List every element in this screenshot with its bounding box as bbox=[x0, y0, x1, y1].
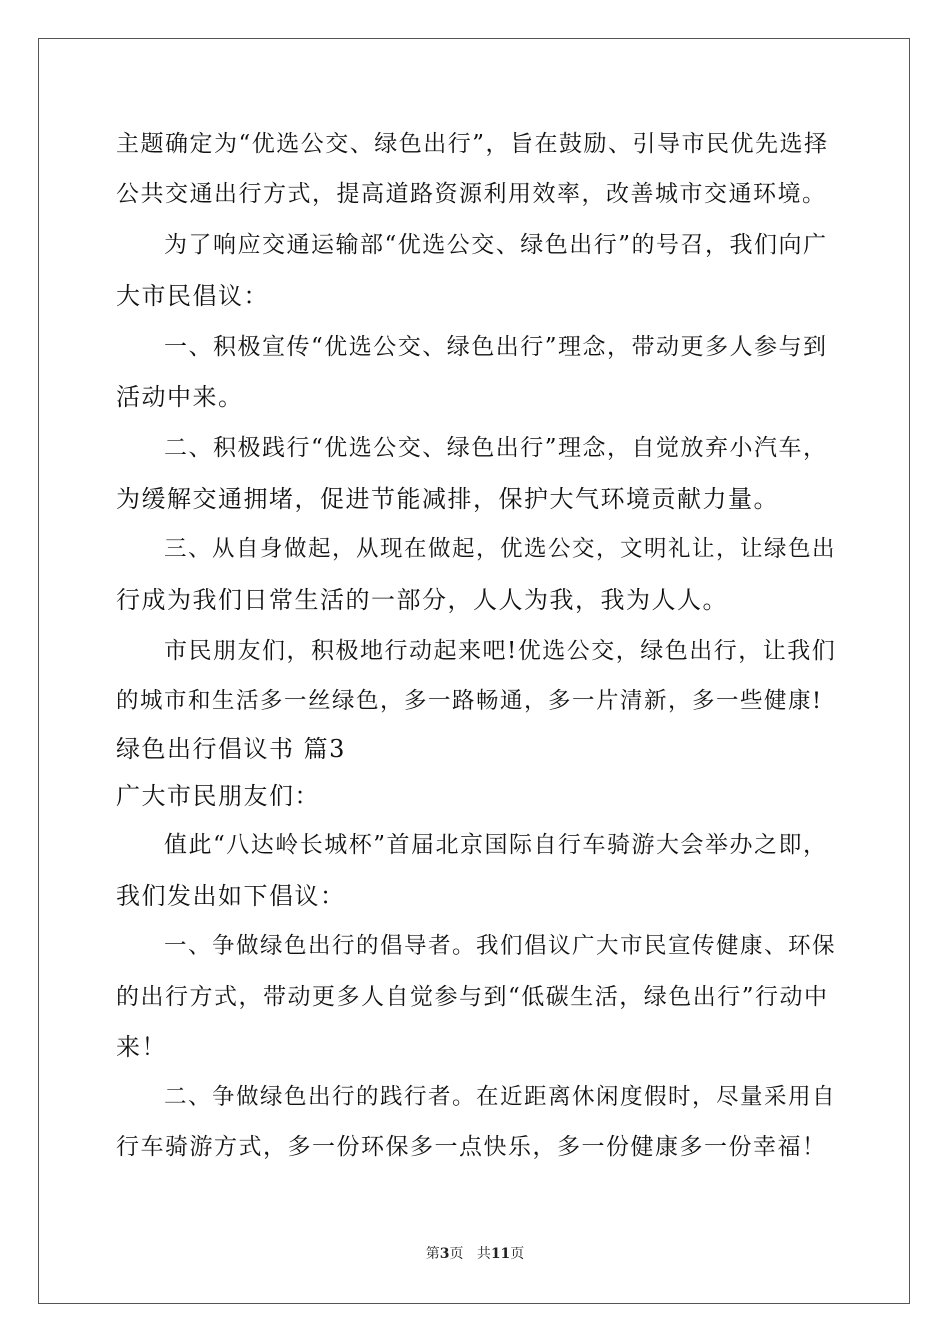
text-line: 大市民倡议： bbox=[116, 282, 269, 310]
text-line: 二、积极践行“优选公交、绿色出行”理念，自觉放弃小汽车， bbox=[164, 435, 828, 461]
text-line: 为了响应交通运输部“优选公交、绿色出行”的号召，我们向广 bbox=[164, 232, 828, 258]
text-line: 我们发出如下倡议： bbox=[116, 882, 346, 910]
total-prefix: 共 bbox=[476, 1246, 491, 1262]
salutation: 广大市民朋友们： bbox=[116, 782, 320, 810]
section-title: 绿色出行倡议书 篇3 bbox=[116, 735, 346, 763]
text-line: 活动中来。 bbox=[116, 383, 244, 411]
text-line: 行车骑游方式，多一份环保多一点快乐，多一份健康多一份幸福！ bbox=[116, 1134, 827, 1160]
text-line: 的城市和生活多一丝绿色，多一路畅通，多一片清新，多一些健康! bbox=[116, 688, 823, 714]
total-pages: 11 bbox=[490, 1246, 511, 1262]
text-line: 为缓解交通拥堵，促进节能减排，保护大气环境贡献力量。 bbox=[116, 485, 779, 513]
total-suffix: 页 bbox=[510, 1246, 525, 1262]
text-line: 值此“八达岭长城杯”首届北京国际自行车骑游大会举办之即， bbox=[164, 832, 828, 858]
text-line: 市民朋友们，积极地行动起来吧!优选公交，绿色出行，让我们 bbox=[164, 638, 837, 664]
text-line: 二、争做绿色出行的践行者。在近距离休闲度假时，尽量采用自 bbox=[164, 1084, 837, 1110]
text-line: 一、争做绿色出行的倡导者。我们倡议广大市民宣传健康、环保 bbox=[164, 933, 837, 959]
text-line: 公共交通出行方式，提高道路资源利用效率，改善城市交通环境。 bbox=[116, 181, 827, 207]
text-line: 的出行方式，带动更多人自觉参与到“低碳生活，绿色出行”行动中 bbox=[116, 984, 829, 1010]
text-line: 一、积极宣传“优选公交、绿色出行”理念，带动更多人参与到 bbox=[164, 334, 828, 360]
page-prefix: 第 bbox=[425, 1246, 440, 1262]
page-number: 3 bbox=[439, 1246, 450, 1262]
page-suffix: 页 bbox=[449, 1246, 464, 1262]
text-line: 来！ bbox=[116, 1033, 167, 1061]
page-footer bbox=[0, 1244, 950, 1264]
text-line: 三、从自身做起，从现在做起，优选公交，文明礼让，让绿色出 bbox=[164, 536, 837, 562]
text-line: 行成为我们日常生活的一部分，人人为我，我为人人。 bbox=[116, 586, 728, 614]
text-line: 主题确定为“优选公交、绿色出行”，旨在鼓励、引导市民优先选择 bbox=[116, 131, 829, 157]
